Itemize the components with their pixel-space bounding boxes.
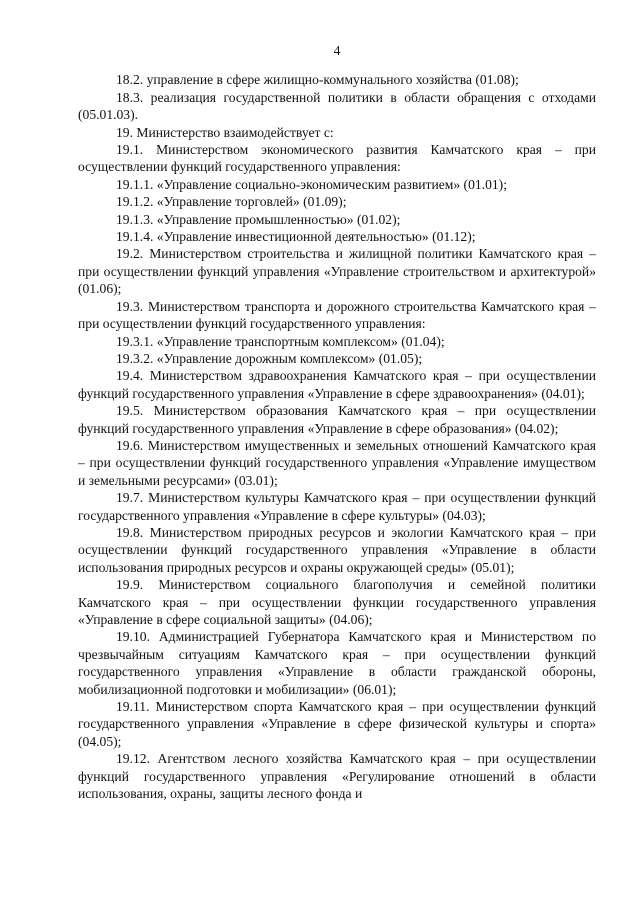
- paragraph-19-9: 19.9. Министерством социального благополучия и семейной политики Камчатского края – при осуществлении функции государственного управления «Управление в сфере социальной защиты» (04.06);: [78, 577, 596, 627]
- paragraph-19-1-2: 19.1.2. «Управление торговлей» (01.09);: [116, 194, 347, 210]
- paragraph-19-6: 19.6. Министерством имущественных и земельных отношений Камчатского края – при осуществлении функций государственного управления «Управление имуществом и земельными ресурсами» (03.01);: [78, 437, 596, 488]
- document-body: [78, 71, 596, 802]
- paragraph-19-12: 19.12. Агентством лесного хозяйства Камчатского края – при осуществлении функций государственного управления «Регулирование отношений в области использования, охраны, защиты лесного фонда и: [78, 751, 596, 802]
- paragraph-19-5: 19.5. Министерством образования Камчатского края – при осуществлении функций государственного управления «Управление в сфере образования» (04.02);: [78, 403, 596, 436]
- paragraph-19-10: 19.10. Администрацией Губернатора Камчатского края и Министерством по чрезвычайным ситуациям Камчатского края – при осуществлении функций государственного управления «Управление в области гражданской обороны, мобилизационной подготовки и мобилизации» (06.01);: [78, 629, 596, 697]
- page-number: 4: [333, 43, 341, 58]
- paragraph-19-1-3: 19.1.3. «Управление промышленностью» (01.02);: [116, 211, 401, 227]
- paragraph-19-8: 19.8. Министерством природных ресурсов и экологии Камчатского края – при осуществлении функций государственного управления «Управление в области использования природных ресурсов и охраны окружающей среды» (05.01);: [78, 524, 596, 575]
- paragraph-18-2: 18.2. управление в сфере жилищно-коммунального хозяйства (01.08);: [116, 72, 519, 88]
- paragraph-19-7: 19.7. Министерством культуры Камчатского края – при осуществлении функций государственного управления «Управление в сфере культуры» (04.03);: [78, 490, 596, 523]
- paragraph-19-3-1: 19.3.1. «Управление транспортным комплексом» (01.04);: [116, 333, 445, 349]
- paragraph-19-1-4: 19.1.4. «Управление инвестиционной деятельностью» (01.12);: [116, 229, 476, 245]
- paragraph-19: 19. Министерство взаимодействует с:: [116, 124, 334, 140]
- paragraph-19-1: 19.1. Министерством экономического развития Камчатского края – при осуществлении функций государственного управления:: [78, 142, 596, 175]
- paragraph-19-2: 19.2. Министерством строительства и жилищной политики Камчатского края – при осуществлении функций управления «Управление строительством и архитектурой» (01.06);: [78, 246, 596, 297]
- paragraph-19-1-1: 19.1.1. «Управление социально-экономическим развитием» (01.01);: [116, 176, 507, 192]
- paragraph-19-3: 19.3. Министерством транспорта и дорожного строительства Камчатского края – при осуществлении функций государственного управления:: [78, 298, 596, 332]
- paragraph-19-3-2: 19.3.2. «Управление дорожным комплексом» (01.05);: [116, 350, 423, 366]
- paragraph-18-3: 18.3. реализация государственной политики в области обращения с отходами (05.01.03).: [78, 89, 596, 123]
- paragraph-19-4: 19.4. Министерством здравоохранения Камчатского края – при осуществлении функций государственного управления «Управление в сфере здравоохранения» (04.01);: [78, 368, 596, 401]
- paragraph-19-11: 19.11. Министерством спорта Камчатского края – при осуществлении функций государственного управления «Управление в сфере физической культуры и спорта» (04.05);: [78, 699, 596, 749]
